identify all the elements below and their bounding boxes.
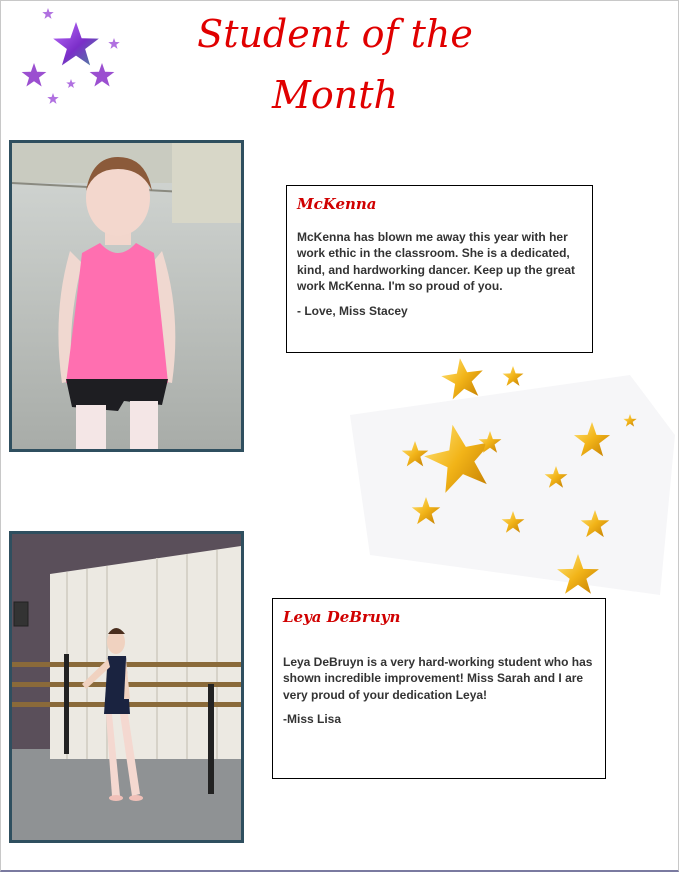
student-name: McKenna (297, 195, 377, 213)
student-signature: - Love, Miss Stacey (297, 303, 408, 318)
student-card-mckenna (286, 185, 593, 353)
student-message: Leya DeBruyn is a very hard-working student who has shown incredible improvement! Miss Sarah and I are very proud of your dedication Leya! (283, 654, 593, 702)
student-photo-leya (9, 531, 244, 843)
student-card-leya (272, 598, 606, 779)
gold-stars-icon (330, 355, 679, 600)
page-title-line1: Student of the (197, 12, 473, 56)
purple-stars-icon (14, 4, 130, 110)
student-signature: -Miss Lisa (283, 712, 342, 727)
student-photo-mckenna (9, 140, 244, 452)
page-title-line2: Month (271, 73, 398, 117)
student-name: Leya DeBruyn (283, 608, 401, 626)
student-message: McKenna has blown me away this year with her work ethic in the classroom. She is a dedicated, kind, and hardworking dancer. Keep up the great work McKenna. I'm so proud of you. (297, 229, 576, 294)
